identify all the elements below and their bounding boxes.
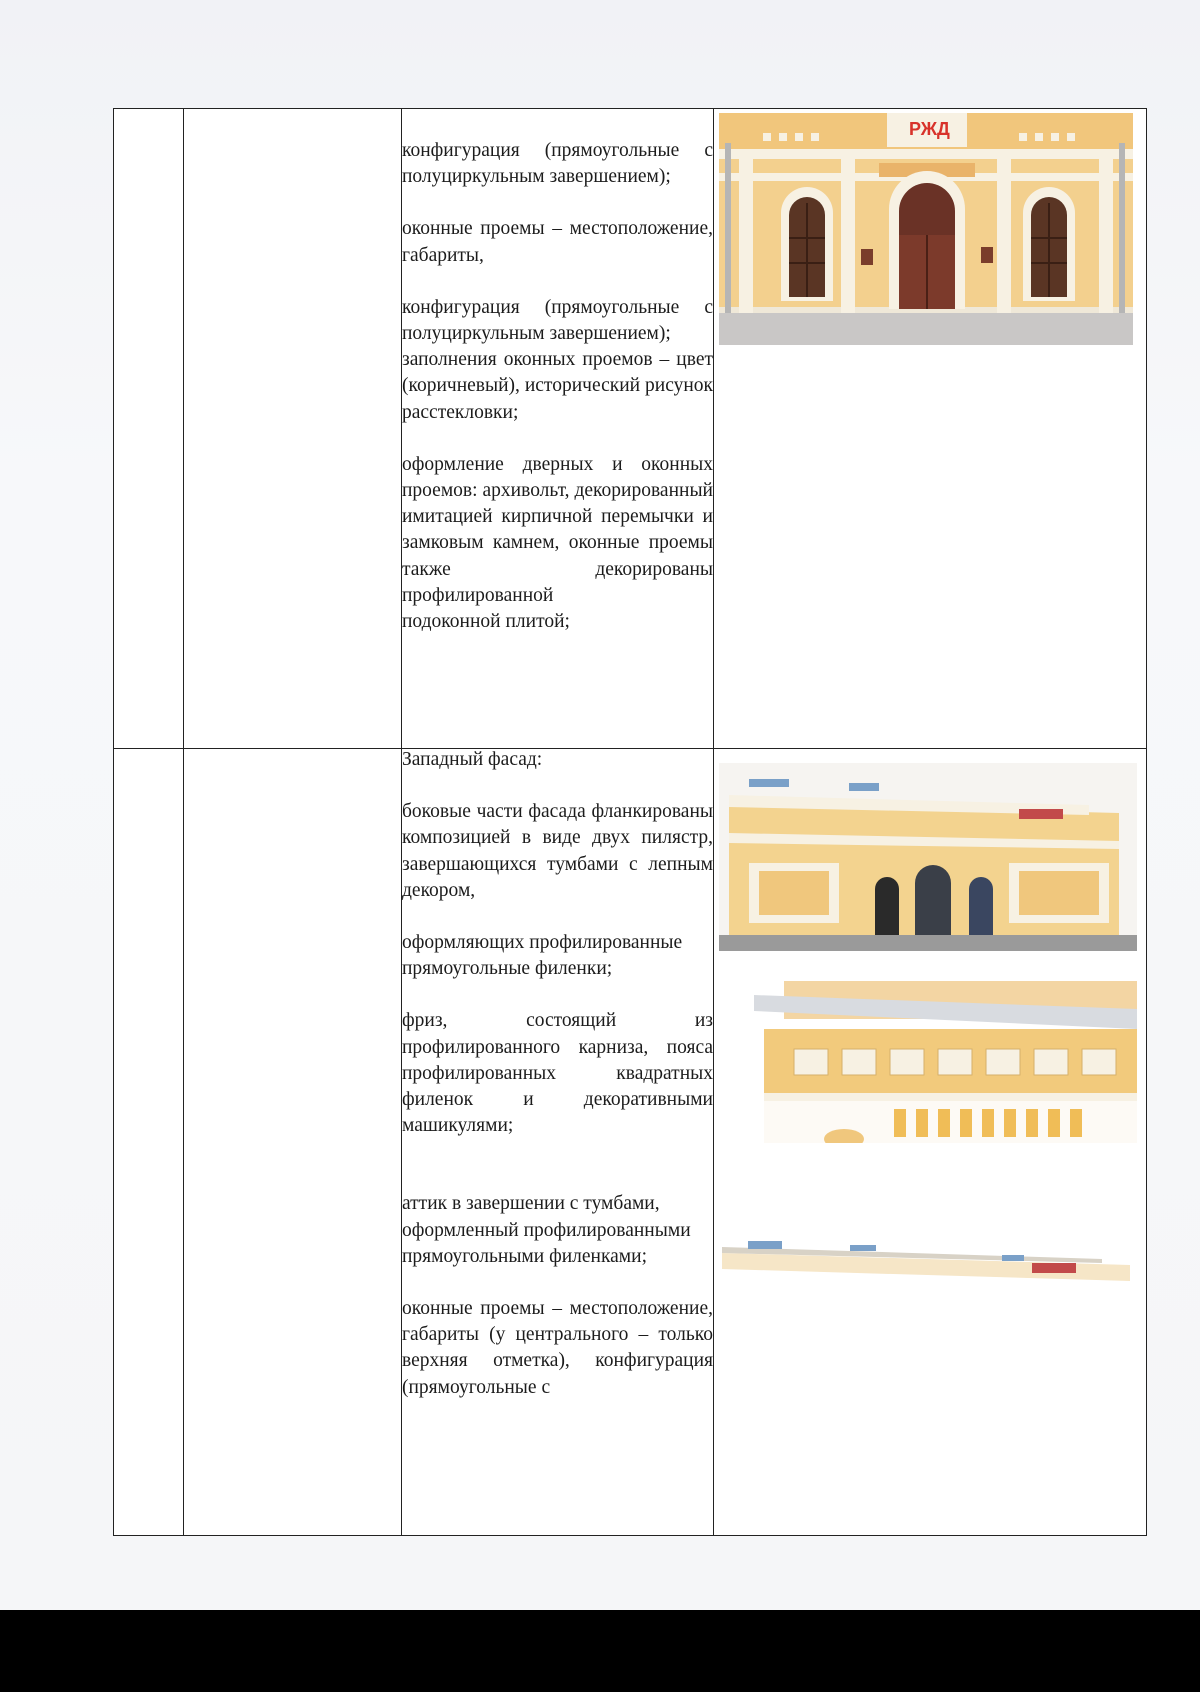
description-paragraph: оконные проемы – местоположение, габариты (у центрального – только верхняя отметка), конфигурация (прямоугольные с <box>402 1298 713 1398</box>
description-cell <box>402 109 714 749</box>
frieze-detail-photo <box>724 981 1137 1143</box>
description-paragraph: оформляющих профилированные прямоугольные филенки; <box>402 932 683 980</box>
photo-cell <box>714 109 1147 749</box>
description-paragraph: боковые части фасада фланкированы композицией в виде двух пилястр, завершающихся тумбами с лепным декором, <box>402 801 713 901</box>
document-table <box>113 108 1147 1536</box>
table-row <box>114 749 1147 1536</box>
scan-bottom-band <box>0 1610 1200 1692</box>
section-heading: Западный фасад: <box>402 749 543 770</box>
description-paragraph: аттик в завершении с тумбами, оформленный профилированными прямоугольными филенками; <box>402 1193 691 1267</box>
photo-cell <box>714 749 1147 1536</box>
description-paragraph: заполнения оконных проемов – цвет (коричневый), исторический рисунок расстекловки; <box>402 349 713 423</box>
description-paragraph: подоконной плитой; <box>402 611 570 633</box>
description-cell <box>402 749 714 1536</box>
west-facade-photo <box>719 763 1137 951</box>
facade-entrance-photo <box>719 113 1133 345</box>
element-name-cell <box>184 749 402 1536</box>
row-number-cell <box>114 749 184 1536</box>
description-paragraph: оформление дверных и оконных проемов: архивольт, декорированный имитацией кирпичной перемычки и замковым камнем, оконные проемы также декорированы профилированной <box>402 453 713 606</box>
table-row <box>114 109 1147 749</box>
description-paragraph: оконные проемы – местоположение, габариты, <box>402 218 713 266</box>
attic-photo <box>722 1229 1130 1297</box>
rzd-logo-sign: РЖД <box>909 119 950 139</box>
description-paragraph: фриз, состоящий из профилированного карниза, пояса профилированных квадратных филенок и декоративными машикулями; <box>402 1010 713 1137</box>
description-paragraph: конфигурация (прямоугольные с полуциркульным завершением); <box>402 140 713 188</box>
element-name-cell <box>184 109 402 749</box>
description-paragraph: конфигурация (прямоугольные с полуциркульным завершением); <box>402 296 713 345</box>
row-number-cell <box>114 109 184 749</box>
